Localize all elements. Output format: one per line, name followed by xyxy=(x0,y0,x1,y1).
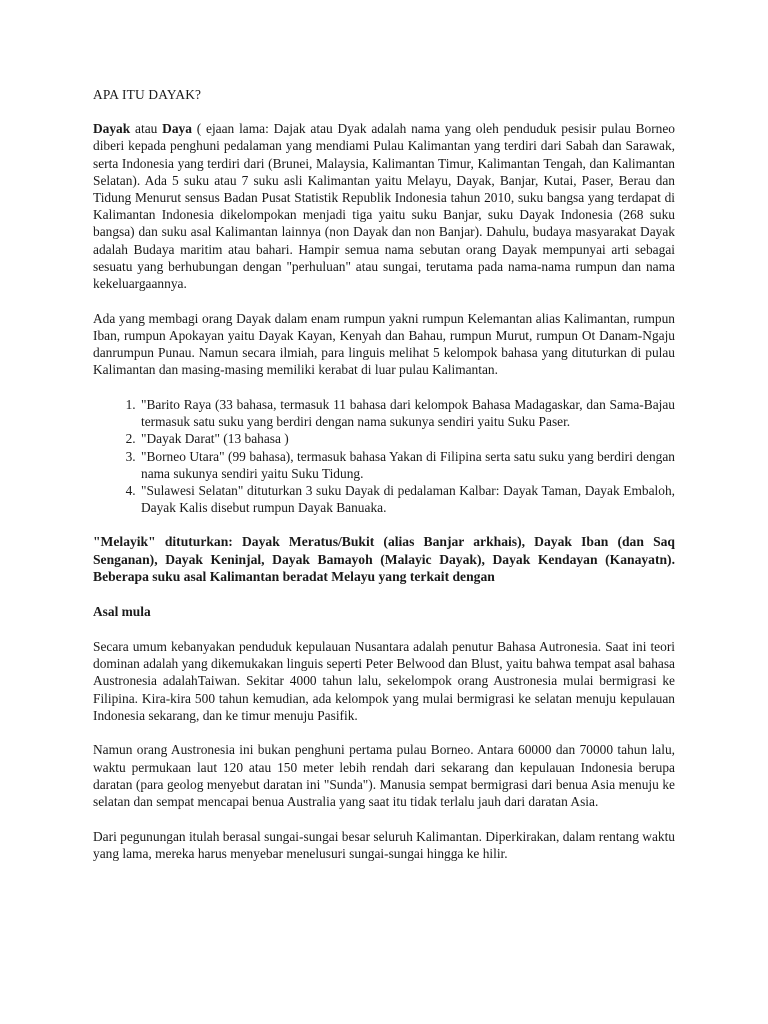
language-group-list xyxy=(93,396,675,516)
intro-paragraph xyxy=(93,120,675,292)
document-title: APA ITU DAYAK? xyxy=(93,87,202,102)
list-item: 2. "Dayak Darat" (13 bahasa ) xyxy=(139,430,675,447)
term-daya: Daya xyxy=(162,121,192,137)
term-connector: atau xyxy=(130,121,163,137)
term-dayak: Dayak xyxy=(93,121,131,137)
paragraph-pegunungan: Dari pegunungan itulah berasal sungai-sungai besar seluruh Kalimantan. Diperkirakan, dalam rentang waktu yang lama, mereka harus menyebar menelusuri sungai-sungai hingga ke hilir. xyxy=(93,828,675,861)
paragraph-austronesia: Secara umum kebanyakan penduduk kepulauan Nusantara adalah penutur Bahasa Autronesia. Saat ini teori dominan adalah yang dikemukakan linguis seperti Peter Belwood dan Blust, yaitu bahwa tempat asal bahasa Austronesia adalahTaiwan. Sekitar 4000 tahun lalu, sekelompok orang Austronesia mulai bermigrasi ke Filipina. Kira-kira 500 tahun kemudian, ada kelompok yang mulai bermigrasi ke selatan menuju kepulauan Indonesia sekarang, dan ke timur menuju Pasifik. xyxy=(93,638,675,723)
list-item: 3. "Borneo Utara" (99 bahasa), termasuk bahasa Yakan di Filipina serta satu suku yang berdiri dengan nama sukunya sendiri yaitu Suku Tidung. xyxy=(139,448,675,482)
intro-text: ( ejaan lama: Dajak atau Dyak adalah nama yang oleh penduduk pesisir pulau Borneo diberi kepada penghuni pedalaman yang mendiami Pulau Kalimantan yang terdiri dari Sabah dan Sarawak, serta Indonesia yang terdiri dari (Brunei, Malaysia, Kalimantan Timur, Kalimantan Tengah, dan Kalimantan Selatan). Ada 5 suku atau 7 suku asli Kalimantan yaitu Melayu, Dayak, Banjar, Kutai, Paser, Berau dan Tidung Menurut sensus Badan Pusat Statistik Republik Indonesia tahun 2010, suku bangsa yang terdapat di Kalimantan Indonesia dikelompokan menjadi tiga yaitu suku Banjar, suku Dayak Indonesia (268 suku bangsa) dan suku asal Kalimantan lainnya (non Dayak dan non Banjar). Dahulu, budaya masyarakat Dayak adalah Budaya maritim atau bahari. Hampir semua nama sebutan orang Dayak mempunyai arti sebagai sesuatu yang berhubungan dengan "perhuluan" atau sungai, terutama pada nama-nama rumpun dan nama kekeluargaannya. xyxy=(93,121,676,292)
document-page xyxy=(93,86,675,880)
list-item: 4. "Sulawesi Selatan" dituturkan 3 suku Dayak di pedalaman Kalbar: Dayak Taman, Dayak Embaloh, Dayak Kalis disebut rumpun Dayak Banuaka. xyxy=(139,482,675,516)
list-item: 1. "Barito Raya (33 bahasa, termasuk 11 bahasa dari kelompok Bahasa Madagaskar, dan Sama-Bajau termasuk satu suku yang berdiri dengan nama sukunya sendiri yaitu Suku Paser. xyxy=(139,396,675,430)
paragraph-rumpun: Ada yang membagi orang Dayak dalam enam rumpun yakni rumpun Kelemantan alias Kalimantan, rumpun Iban, rumpun Apokayan yaitu Dayak Kayan, Kenyah dan Bahau, rumpun Murut, rumpun Ot Danam-Ngaju danrumpun Punau. Namun secara ilmiah, para linguis melihat 5 kelompok bahasa yang dituturkan di pulau Kalimantan dan masing-masing memiliki kerabat di luar pulau Kalimantan. xyxy=(93,310,675,378)
paragraph-borneo: Namun orang Austronesia ini bukan penghuni pertama pulau Borneo. Antara 60000 dan 70000 tahun lalu, waktu permukaan laut 120 atau 150 meter lebih rendah dari sekarang dan kepulauan Indonesia berupa daratan (para geolog menyebut daratan ini "Sunda"). Manusia sempat bermigrasi dari benua Asia menuju ke selatan dan sempat mencapai benua Australia yang saat itu tidak terlalu jauh dari daratan Asia. xyxy=(93,742,675,810)
melayik-paragraph: "Melayik" dituturkan: Dayak Meratus/Bukit (alias Banjar arkhais), Dayak Iban (dan Saq Senganan), Dayak Keninjal, Dayak Bamayoh (Malayic Dayak), Dayak Kendayan (Kanayatn). Beberapa suku asal Kalimantan beradat Melayu yang terkait dengan xyxy=(93,534,675,585)
section-heading-asal-mula: Asal mula xyxy=(93,604,151,620)
